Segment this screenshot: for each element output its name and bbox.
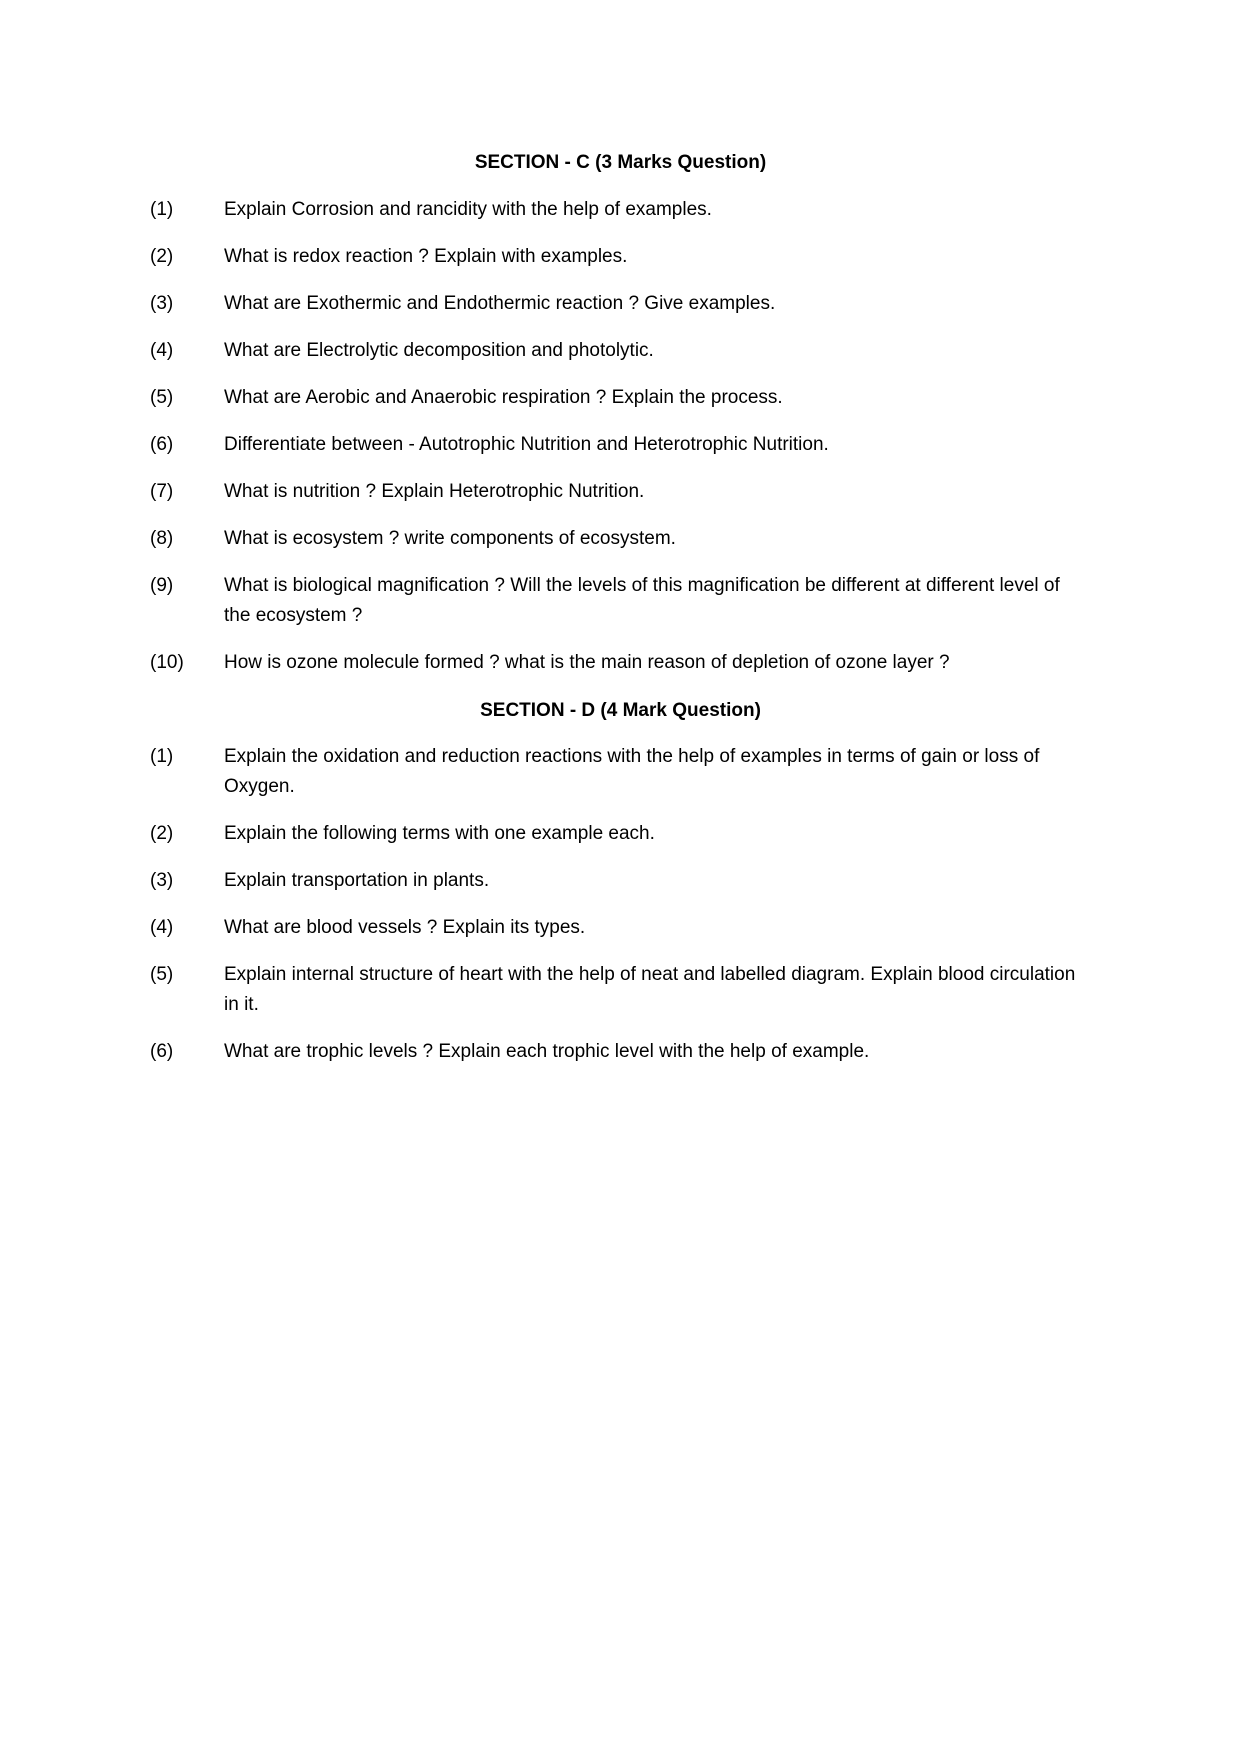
question-number: (7) — [150, 481, 174, 502]
question-number: (3) — [150, 870, 174, 891]
section-c-question-7 — [150, 477, 1090, 507]
section-d-question-3 — [150, 866, 1090, 896]
question-text: What is redox reaction ? Explain with examples. — [224, 246, 628, 267]
question-text: What is nutrition ? Explain Heterotrophic Nutrition. — [224, 481, 645, 502]
section-c-question-1 — [150, 195, 1090, 225]
question-text: Explain the following terms with one example each. — [224, 823, 655, 844]
question-number: (3) — [150, 293, 174, 314]
question-text: Explain transportation in plants. — [224, 870, 490, 891]
question-number: (9) — [150, 575, 174, 596]
section-d-question-1 — [150, 742, 1090, 802]
question-text: Differentiate between - Autotrophic Nutrition and Heterotrophic Nutrition. — [224, 434, 829, 455]
question-text: What is ecosystem ? write components of ecosystem. — [224, 528, 676, 549]
question-text: What are Aerobic and Anaerobic respiration ? Explain the process. — [224, 387, 783, 408]
section-c-question-3 — [150, 289, 1090, 319]
question-text: What is biological magnification ? Will the levels of this magnification be different at different level of the ecosystem ? — [224, 575, 1060, 626]
section-d-question-5 — [150, 960, 1090, 1020]
section-d-question-2 — [150, 819, 1090, 849]
section-c-question-8 — [150, 524, 1090, 554]
section-c-question-2 — [150, 242, 1090, 272]
question-text: Explain internal structure of heart with the help of neat and labelled diagram. Explain blood circulation in it. — [224, 964, 1076, 1015]
section-c-question-6 — [150, 430, 1090, 460]
question-text: What are Exothermic and Endothermic reaction ? Give examples. — [224, 293, 776, 314]
question-number: (4) — [150, 917, 174, 938]
question-text: Explain the oxidation and reduction reactions with the help of examples in terms of gain or loss of Oxygen. — [224, 746, 1040, 797]
section-d-question-4 — [150, 913, 1090, 943]
question-text: How is ozone molecule formed ? what is the main reason of depletion of ozone layer ? — [224, 652, 950, 673]
question-number: (1) — [150, 199, 174, 220]
section-c-heading: SECTION - C (3 Marks Question) — [474, 152, 767, 173]
question-number: (1) — [150, 746, 174, 767]
question-text: What are Electrolytic decomposition and photolytic. — [224, 340, 654, 361]
section-c-question-10 — [150, 648, 1090, 678]
question-text: What are blood vessels ? Explain its types. — [224, 917, 586, 938]
section-d-heading: SECTION - D (4 Mark Question) — [480, 700, 761, 721]
question-number: (8) — [150, 528, 174, 549]
question-number: (5) — [150, 964, 174, 985]
question-number: (5) — [150, 387, 174, 408]
question-number: (2) — [150, 246, 174, 267]
question-number: (4) — [150, 340, 174, 361]
question-text: What are trophic levels ? Explain each trophic level with the help of example. — [224, 1041, 870, 1062]
question-number: (6) — [150, 434, 174, 455]
question-text: Explain Corrosion and rancidity with the help of examples. — [224, 199, 712, 220]
section-c-question-5 — [150, 383, 1090, 413]
question-number: (10) — [150, 652, 184, 673]
question-number: (6) — [150, 1041, 174, 1062]
section-c-question-4 — [150, 336, 1090, 366]
question-number: (2) — [150, 823, 174, 844]
section-d-question-6 — [150, 1037, 1090, 1067]
section-c-question-9 — [150, 571, 1090, 631]
